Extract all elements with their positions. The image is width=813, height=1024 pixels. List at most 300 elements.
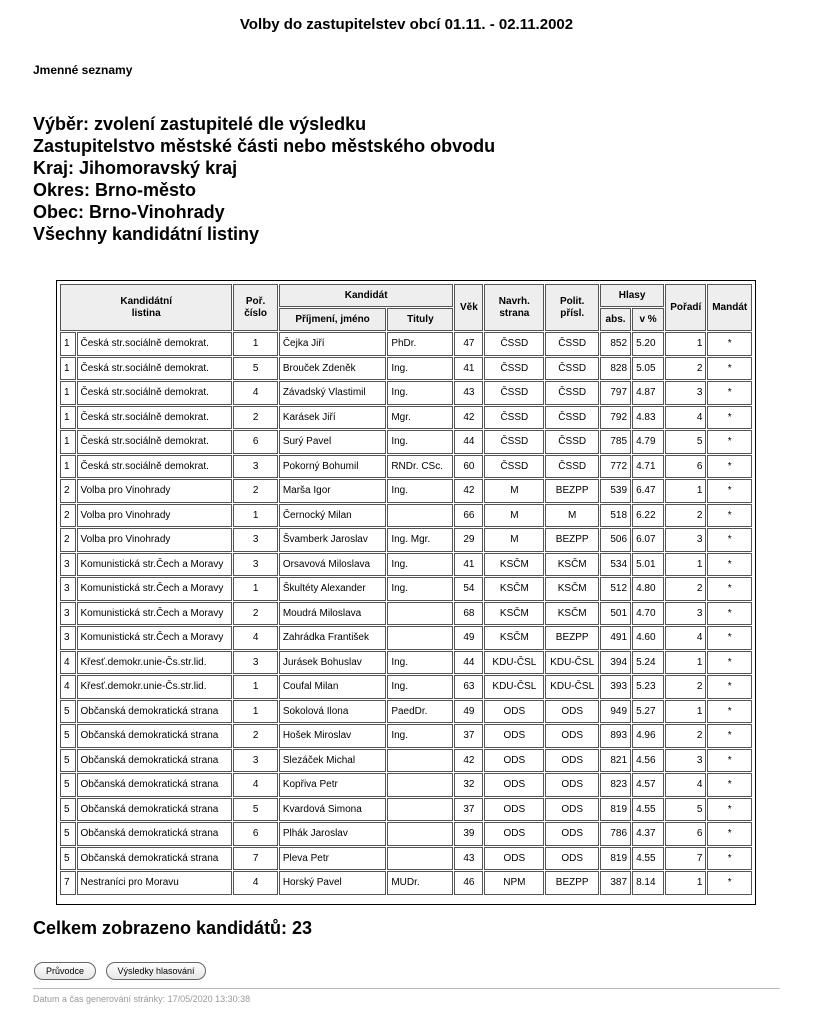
selection-line: Všechny kandidátní listiny: [33, 224, 260, 244]
order-number-cell: 2: [233, 479, 277, 503]
table-row: [60, 847, 752, 871]
candidate-titles-cell: [387, 626, 453, 650]
rank-cell: 4: [665, 626, 706, 650]
votes-pct-cell: 4.87: [632, 381, 664, 405]
political-affiliation-cell: KDU-ČSL: [545, 651, 599, 675]
order-number-cell: 3: [233, 528, 277, 552]
candidate-titles-cell: Ing.: [387, 577, 453, 601]
candidate-age-cell: 37: [454, 798, 483, 822]
votes-abs-cell: 949: [600, 700, 631, 724]
nominating-party-cell: ČSSD: [484, 455, 544, 479]
nominating-party-cell: ODS: [484, 700, 544, 724]
candidate-titles-cell: RNDr. CSc.: [387, 455, 453, 479]
table-row: [60, 577, 752, 601]
header-votes-pct: v %: [632, 308, 664, 331]
candidate-titles-cell: Ing.: [387, 651, 453, 675]
list-name-cell: Občanská demokratická strana: [77, 724, 233, 748]
nominating-party-cell: KSČM: [484, 602, 544, 626]
list-name-cell: Česká str.sociálně demokrat.: [77, 455, 233, 479]
political-affiliation-cell: BEZPP: [545, 626, 599, 650]
order-number-cell: 1: [233, 504, 277, 528]
table-row: [60, 381, 752, 405]
votes-abs-cell: 893: [600, 724, 631, 748]
votes-pct-cell: 4.70: [632, 602, 664, 626]
order-number-cell: 2: [233, 602, 277, 626]
order-number-cell: 6: [233, 430, 277, 454]
votes-abs-cell: 491: [600, 626, 631, 650]
rank-cell: 2: [665, 577, 706, 601]
votes-abs-cell: 501: [600, 602, 631, 626]
rank-cell: 2: [665, 675, 706, 699]
votes-pct-cell: 5.20: [632, 332, 664, 356]
nominating-party-cell: KSČM: [484, 553, 544, 577]
rank-cell: 6: [665, 455, 706, 479]
votes-pct-cell: 5.27: [632, 700, 664, 724]
candidate-titles-cell: PaedDr.: [387, 700, 453, 724]
table-row: [60, 724, 752, 748]
list-name-cell: Česká str.sociálně demokrat.: [77, 381, 233, 405]
votes-abs-cell: 823: [600, 773, 631, 797]
mandate-cell: *: [707, 528, 752, 552]
table-row: [60, 626, 752, 650]
candidate-titles-cell: [387, 798, 453, 822]
header-order-number: Poř. číslo: [233, 284, 277, 331]
candidate-titles-cell: [387, 773, 453, 797]
rank-cell: 7: [665, 847, 706, 871]
nominating-party-cell: ODS: [484, 724, 544, 748]
table-row: [60, 406, 752, 430]
guide-button[interactable]: Průvodce: [34, 962, 96, 980]
list-name-cell: Komunistická str.Čech a Moravy: [77, 602, 233, 626]
candidate-age-cell: 42: [454, 749, 483, 773]
votes-pct-cell: 4.83: [632, 406, 664, 430]
list-name-cell: Volba pro Vinohrady: [77, 504, 233, 528]
candidate-name-cell: Škultéty Alexander: [279, 577, 386, 601]
votes-pct-cell: 5.24: [632, 651, 664, 675]
mandate-cell: *: [707, 479, 752, 503]
order-number-cell: 4: [233, 871, 277, 895]
list-number-cell: 1: [60, 332, 76, 356]
political-affiliation-cell: ČSSD: [545, 332, 599, 356]
candidate-titles-cell: [387, 847, 453, 871]
list-number-cell: 5: [60, 798, 76, 822]
candidate-titles-cell: Mgr.: [387, 406, 453, 430]
order-number-cell: 1: [233, 700, 277, 724]
votes-abs-cell: 792: [600, 406, 631, 430]
votes-abs-cell: 819: [600, 798, 631, 822]
candidate-titles-cell: [387, 504, 453, 528]
table-row: [60, 455, 752, 479]
order-number-cell: 1: [233, 675, 277, 699]
political-affiliation-cell: ČSSD: [545, 455, 599, 479]
candidate-age-cell: 47: [454, 332, 483, 356]
candidate-titles-cell: PhDr.: [387, 332, 453, 356]
votes-pct-cell: 5.01: [632, 553, 664, 577]
voting-results-button[interactable]: Výsledky hlasování: [106, 962, 206, 980]
votes-pct-cell: 4.96: [632, 724, 664, 748]
candidate-age-cell: 54: [454, 577, 483, 601]
list-number-cell: 4: [60, 651, 76, 675]
candidate-titles-cell: Ing.: [387, 381, 453, 405]
order-number-cell: 3: [233, 553, 277, 577]
nominating-party-cell: NPM: [484, 871, 544, 895]
table-row: [60, 553, 752, 577]
generation-timestamp: Datum a čas generování stránky: 17/05/2020 13:30:38: [33, 994, 251, 1004]
rank-cell: 2: [665, 724, 706, 748]
political-affiliation-cell: ČSSD: [545, 406, 599, 430]
header-candidate: Kandidát: [279, 284, 454, 307]
candidate-age-cell: 29: [454, 528, 483, 552]
votes-abs-cell: 387: [600, 871, 631, 895]
selection-line: Obec: Brno-Vinohrady: [33, 202, 225, 222]
votes-abs-cell: 512: [600, 577, 631, 601]
candidate-name-cell: Sokolová Ilona: [279, 700, 386, 724]
votes-abs-cell: 539: [600, 479, 631, 503]
table-row: [60, 504, 752, 528]
header-mandate: Mandát: [707, 284, 752, 331]
table-row: [60, 773, 752, 797]
candidate-age-cell: 49: [454, 626, 483, 650]
table-row: [60, 700, 752, 724]
rank-cell: 3: [665, 602, 706, 626]
list-number-cell: 5: [60, 822, 76, 846]
candidate-age-cell: 46: [454, 871, 483, 895]
list-number-cell: 3: [60, 602, 76, 626]
votes-abs-cell: 534: [600, 553, 631, 577]
mandate-cell: *: [707, 822, 752, 846]
rank-cell: 4: [665, 773, 706, 797]
list-name-cell: Komunistická str.Čech a Moravy: [77, 626, 233, 650]
rank-cell: 1: [665, 332, 706, 356]
votes-abs-cell: 797: [600, 381, 631, 405]
table-row: [60, 430, 752, 454]
header-name: Příjmení, jméno: [279, 308, 386, 331]
list-number-cell: 1: [60, 357, 76, 381]
votes-pct-cell: 4.57: [632, 773, 664, 797]
mandate-cell: *: [707, 406, 752, 430]
votes-pct-cell: 4.80: [632, 577, 664, 601]
candidate-age-cell: 42: [454, 406, 483, 430]
candidate-titles-cell: Ing.: [387, 675, 453, 699]
candidate-name-cell: Plhák Jaroslav: [279, 822, 386, 846]
list-number-cell: 1: [60, 455, 76, 479]
votes-abs-cell: 506: [600, 528, 631, 552]
political-affiliation-cell: M: [545, 504, 599, 528]
list-number-cell: 1: [60, 406, 76, 430]
order-number-cell: 2: [233, 406, 277, 430]
table-row: [60, 651, 752, 675]
candidate-name-cell: Kvardová Simona: [279, 798, 386, 822]
selection-line: Okres: Brno-město: [33, 180, 197, 200]
order-number-cell: 2: [233, 724, 277, 748]
mandate-cell: *: [707, 798, 752, 822]
header-political-affiliation: Polit. přísl.: [545, 284, 599, 331]
political-affiliation-cell: ČSSD: [545, 357, 599, 381]
nominating-party-cell: ODS: [484, 749, 544, 773]
votes-pct-cell: 4.55: [632, 847, 664, 871]
selection-criteria: [33, 113, 495, 245]
candidate-name-cell: Marša Igor: [279, 479, 386, 503]
candidate-name-cell: Kopřiva Petr: [279, 773, 386, 797]
mandate-cell: *: [707, 675, 752, 699]
rank-cell: 5: [665, 430, 706, 454]
list-number-cell: 3: [60, 577, 76, 601]
political-affiliation-cell: ODS: [545, 724, 599, 748]
mandate-cell: *: [707, 332, 752, 356]
rank-cell: 3: [665, 749, 706, 773]
rank-cell: 3: [665, 381, 706, 405]
list-number-cell: 5: [60, 773, 76, 797]
order-number-cell: 4: [233, 773, 277, 797]
rank-cell: 1: [665, 700, 706, 724]
order-number-cell: 7: [233, 847, 277, 871]
political-affiliation-cell: KDU-ČSL: [545, 675, 599, 699]
nominating-party-cell: ODS: [484, 773, 544, 797]
nominating-party-cell: KDU-ČSL: [484, 651, 544, 675]
candidate-age-cell: 63: [454, 675, 483, 699]
candidate-titles-cell: [387, 602, 453, 626]
votes-abs-cell: 785: [600, 430, 631, 454]
candidate-name-cell: Závadský Vlastimil: [279, 381, 386, 405]
political-affiliation-cell: ODS: [545, 773, 599, 797]
candidate-name-cell: Zahrádka František: [279, 626, 386, 650]
candidate-name-cell: Černocký Milan: [279, 504, 386, 528]
page-title: Volby do zastupitelstev obcí 01.11. - 02.11.2002: [239, 16, 574, 33]
list-number-cell: 7: [60, 871, 76, 895]
rank-cell: 3: [665, 528, 706, 552]
list-number-cell: 2: [60, 479, 76, 503]
header-age: Věk: [454, 284, 483, 331]
candidate-age-cell: 49: [454, 700, 483, 724]
order-number-cell: 5: [233, 798, 277, 822]
votes-pct-cell: 6.47: [632, 479, 664, 503]
votes-pct-cell: 4.79: [632, 430, 664, 454]
mandate-cell: *: [707, 700, 752, 724]
votes-abs-cell: 772: [600, 455, 631, 479]
candidate-name-cell: Jurásek Bohuslav: [279, 651, 386, 675]
candidate-name-cell: Karásek Jiří: [279, 406, 386, 430]
candidate-name-cell: Orsavová Miloslava: [279, 553, 386, 577]
list-name-cell: Česká str.sociálně demokrat.: [77, 430, 233, 454]
list-name-cell: Komunistická str.Čech a Moravy: [77, 577, 233, 601]
candidate-age-cell: 41: [454, 357, 483, 381]
votes-abs-cell: 828: [600, 357, 631, 381]
rank-cell: 4: [665, 406, 706, 430]
political-affiliation-cell: KSČM: [545, 577, 599, 601]
rank-cell: 5: [665, 798, 706, 822]
candidate-age-cell: 43: [454, 381, 483, 405]
list-number-cell: 5: [60, 847, 76, 871]
results-table-frame: [56, 280, 756, 905]
table-row: [60, 602, 752, 626]
table-body: [60, 332, 752, 895]
candidate-age-cell: 42: [454, 479, 483, 503]
political-affiliation-cell: BEZPP: [545, 528, 599, 552]
candidate-name-cell: Hošek Miroslav: [279, 724, 386, 748]
political-affiliation-cell: KSČM: [545, 553, 599, 577]
list-number-cell: 5: [60, 749, 76, 773]
political-affiliation-cell: ODS: [545, 822, 599, 846]
list-name-cell: Křesť.demokr.unie-Čs.str.lid.: [77, 651, 233, 675]
list-name-cell: Občanská demokratická strana: [77, 847, 233, 871]
candidate-age-cell: 39: [454, 822, 483, 846]
list-name-cell: Nestraníci pro Moravu: [77, 871, 233, 895]
candidates-table: [59, 283, 753, 896]
mandate-cell: *: [707, 626, 752, 650]
selection-line: Kraj: Jihomoravský kraj: [33, 158, 238, 178]
candidate-titles-cell: MUDr.: [387, 871, 453, 895]
candidate-name-cell: Surý Pavel: [279, 430, 386, 454]
candidate-titles-cell: [387, 822, 453, 846]
mandate-cell: *: [707, 773, 752, 797]
political-affiliation-cell: BEZPP: [545, 871, 599, 895]
candidate-name-cell: Pleva Petr: [279, 847, 386, 871]
candidate-titles-cell: Ing.: [387, 357, 453, 381]
nominating-party-cell: ODS: [484, 798, 544, 822]
nominating-party-cell: KSČM: [484, 626, 544, 650]
table-row: [60, 332, 752, 356]
list-number-cell: 4: [60, 675, 76, 699]
candidate-name-cell: Brouček Zdeněk: [279, 357, 386, 381]
order-number-cell: 3: [233, 651, 277, 675]
order-number-cell: 3: [233, 749, 277, 773]
mandate-cell: *: [707, 651, 752, 675]
candidate-age-cell: 68: [454, 602, 483, 626]
candidate-name-cell: Horský Pavel: [279, 871, 386, 895]
votes-abs-cell: 852: [600, 332, 631, 356]
list-name-cell: Česká str.sociálně demokrat.: [77, 357, 233, 381]
rank-cell: 1: [665, 553, 706, 577]
rank-cell: 1: [665, 479, 706, 503]
votes-abs-cell: 821: [600, 749, 631, 773]
mandate-cell: *: [707, 871, 752, 895]
candidate-age-cell: 44: [454, 651, 483, 675]
votes-pct-cell: 6.22: [632, 504, 664, 528]
list-number-cell: 2: [60, 504, 76, 528]
nominating-party-cell: ČSSD: [484, 406, 544, 430]
mandate-cell: *: [707, 724, 752, 748]
divider: [33, 988, 780, 989]
rank-cell: 2: [665, 357, 706, 381]
mandate-cell: *: [707, 504, 752, 528]
mandate-cell: *: [707, 553, 752, 577]
candidate-age-cell: 66: [454, 504, 483, 528]
header-rank: Pořadí: [665, 284, 706, 331]
candidate-age-cell: 60: [454, 455, 483, 479]
candidate-name-cell: Slezáček Michal: [279, 749, 386, 773]
political-affiliation-cell: ODS: [545, 798, 599, 822]
list-number-cell: 2: [60, 528, 76, 552]
candidate-name-cell: Čejka Jiří: [279, 332, 386, 356]
votes-pct-cell: 4.55: [632, 798, 664, 822]
candidate-titles-cell: Ing.: [387, 479, 453, 503]
votes-abs-cell: 518: [600, 504, 631, 528]
list-number-cell: 5: [60, 724, 76, 748]
political-affiliation-cell: BEZPP: [545, 479, 599, 503]
candidate-name-cell: Coufal Milan: [279, 675, 386, 699]
nominating-party-cell: KDU-ČSL: [484, 675, 544, 699]
page-subtitle: Jmenné seznamy: [33, 63, 133, 77]
votes-pct-cell: 4.60: [632, 626, 664, 650]
nominating-party-cell: M: [484, 479, 544, 503]
nominating-party-cell: ČSSD: [484, 430, 544, 454]
table-row: [60, 798, 752, 822]
votes-pct-cell: 4.56: [632, 749, 664, 773]
votes-abs-cell: 819: [600, 847, 631, 871]
candidate-titles-cell: Ing.: [387, 724, 453, 748]
table-row: [60, 871, 752, 895]
candidate-name-cell: Švamberk Jaroslav: [279, 528, 386, 552]
table-row: [60, 357, 752, 381]
candidate-age-cell: 37: [454, 724, 483, 748]
mandate-cell: *: [707, 749, 752, 773]
header-votes: Hlasy: [600, 284, 664, 307]
candidate-titles-cell: Ing.: [387, 430, 453, 454]
votes-abs-cell: 393: [600, 675, 631, 699]
list-number-cell: 3: [60, 553, 76, 577]
candidate-age-cell: 44: [454, 430, 483, 454]
nominating-party-cell: ČSSD: [484, 332, 544, 356]
list-name-cell: Občanská demokratická strana: [77, 822, 233, 846]
table-row: [60, 749, 752, 773]
political-affiliation-cell: ČSSD: [545, 381, 599, 405]
header-nominating-party: Navrh. strana: [484, 284, 544, 331]
list-number-cell: 5: [60, 700, 76, 724]
political-affiliation-cell: ODS: [545, 847, 599, 871]
list-name-cell: Česká str.sociálně demokrat.: [77, 406, 233, 430]
mandate-cell: *: [707, 430, 752, 454]
mandate-cell: *: [707, 577, 752, 601]
candidate-age-cell: 43: [454, 847, 483, 871]
votes-pct-cell: 4.71: [632, 455, 664, 479]
candidate-titles-cell: Ing.: [387, 553, 453, 577]
list-name-cell: Občanská demokratická strana: [77, 798, 233, 822]
candidate-age-cell: 41: [454, 553, 483, 577]
rank-cell: 1: [665, 871, 706, 895]
votes-pct-cell: 5.05: [632, 357, 664, 381]
nominating-party-cell: M: [484, 504, 544, 528]
list-name-cell: Volba pro Vinohrady: [77, 528, 233, 552]
list-number-cell: 1: [60, 430, 76, 454]
list-number-cell: 1: [60, 381, 76, 405]
list-name-cell: Křesť.demokr.unie-Čs.str.lid.: [77, 675, 233, 699]
rank-cell: 1: [665, 651, 706, 675]
mandate-cell: *: [707, 602, 752, 626]
list-name-cell: Občanská demokratická strana: [77, 749, 233, 773]
order-number-cell: 1: [233, 332, 277, 356]
candidate-name-cell: Pokorný Bohumil: [279, 455, 386, 479]
candidate-titles-cell: [387, 749, 453, 773]
nominating-party-cell: ČSSD: [484, 357, 544, 381]
order-number-cell: 3: [233, 455, 277, 479]
table-row: [60, 528, 752, 552]
votes-pct-cell: 4.37: [632, 822, 664, 846]
list-name-cell: Občanská demokratická strana: [77, 773, 233, 797]
candidate-age-cell: 32: [454, 773, 483, 797]
table-row: [60, 675, 752, 699]
table-row: [60, 479, 752, 503]
votes-pct-cell: 6.07: [632, 528, 664, 552]
candidate-titles-cell: Ing. Mgr.: [387, 528, 453, 552]
selection-line: Výběr: zvolení zastupitelé dle výsledku: [33, 114, 367, 134]
nominating-party-cell: ČSSD: [484, 381, 544, 405]
order-number-cell: 5: [233, 357, 277, 381]
list-name-cell: Volba pro Vinohrady: [77, 479, 233, 503]
votes-pct-cell: 8.14: [632, 871, 664, 895]
nominating-party-cell: KSČM: [484, 577, 544, 601]
total-candidates: Celkem zobrazeno kandidátů: 23: [33, 918, 313, 938]
rank-cell: 2: [665, 504, 706, 528]
